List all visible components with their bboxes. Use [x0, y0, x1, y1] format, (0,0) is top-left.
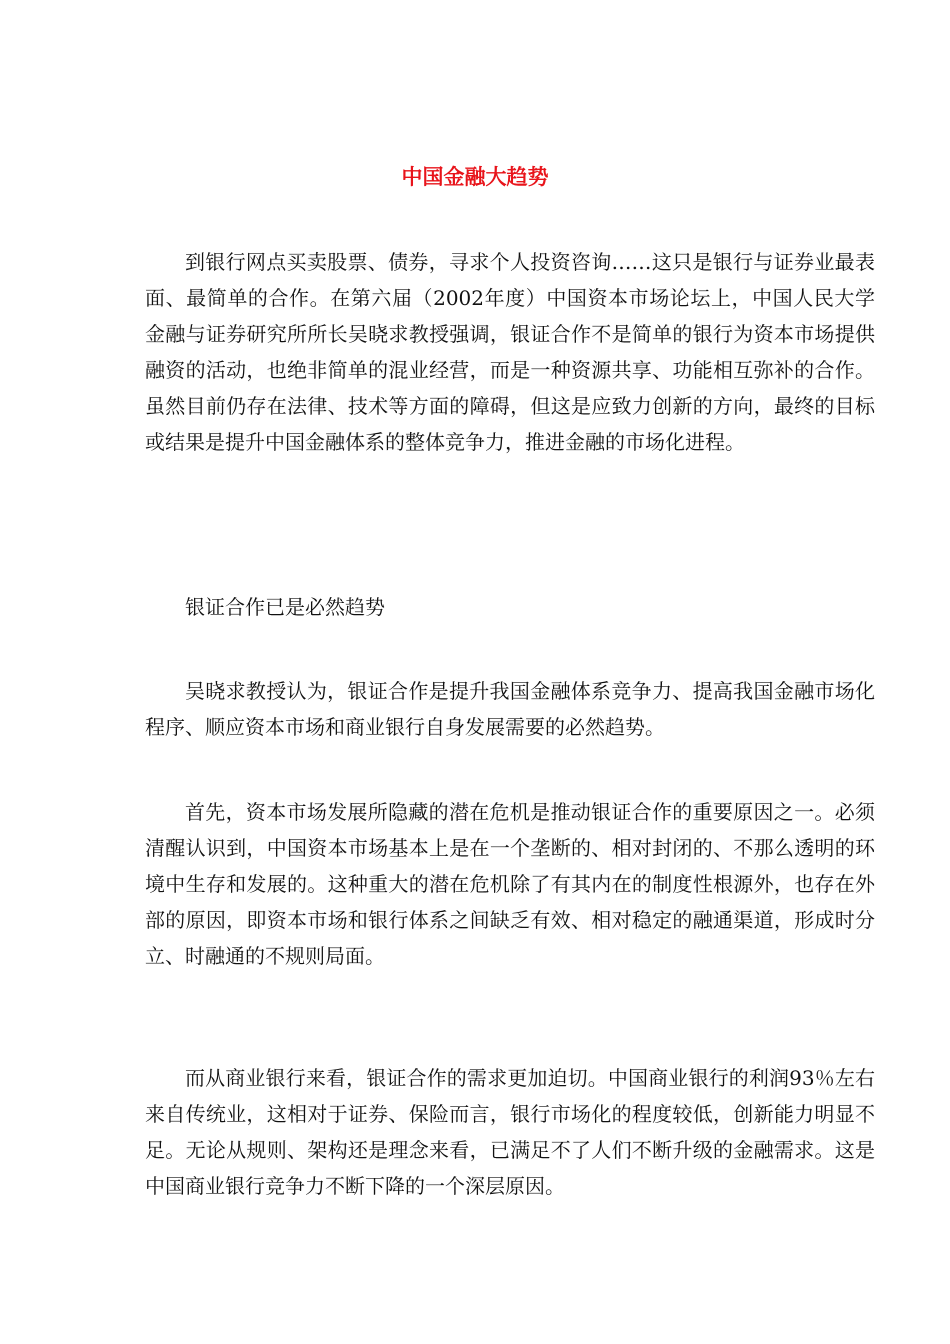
document-title: 中国金融大趋势 [401, 165, 549, 189]
section-heading: 银证合作已是必然趋势 [185, 595, 385, 619]
paragraph-trend: 吴晓求教授认为，银证合作是提升我国金融体系竞争力、提高我国金融市场化程序、顺应资本市场和商业银行自身发展需要的必然趋势。 [145, 679, 875, 739]
paragraph-commercial-banks: 而从商业银行来看，银证合作的需求更加迫切。中国商业银行的利润93％左右来自传统业，这相对于证券、保险而言，银行市场化的程度较低，创新能力明显不足。无论从规则、架构还是理念来看，已满足不了人们不断升级的金融需求。这是中国商业银行竞争力不断下降的一个深层原因。 [145, 1066, 875, 1198]
paragraph-intro: 到银行网点买卖股票、债券，寻求个人投资咨询……这只是银行与证券业最表面、最简单的合作。在第六届（2002年度）中国资本市场论坛上，中国人民大学金融与证券研究所所长吴晓求教授强调，银证合作不是简单的银行为资本市场提供融资的活动，也绝非简单的混业经营，而是一种资源共享、功能相互弥补的合作。虽然目前仍存在法律、技术等方面的障碍，但这是应致力创新的方向，最终的目标或结果是提升中国金融体系的整体竞争力，推进金融的市场化进程。 [145, 250, 875, 454]
paragraph-capital-market: 首先，资本市场发展所隐藏的潜在危机是推动银证合作的重要原因之一。必须清醒认识到，中国资本市场基本上是在一个垄断的、相对封闭的、不那么透明的环境中生存和发展的。这种重大的潜在危机除了有其内在的制度性根源外，也存在外部的原因，即资本市场和银行体系之间缺乏有效、相对稳定的融通渠道，形成时分立、时融通的不规则局面。 [145, 800, 875, 968]
